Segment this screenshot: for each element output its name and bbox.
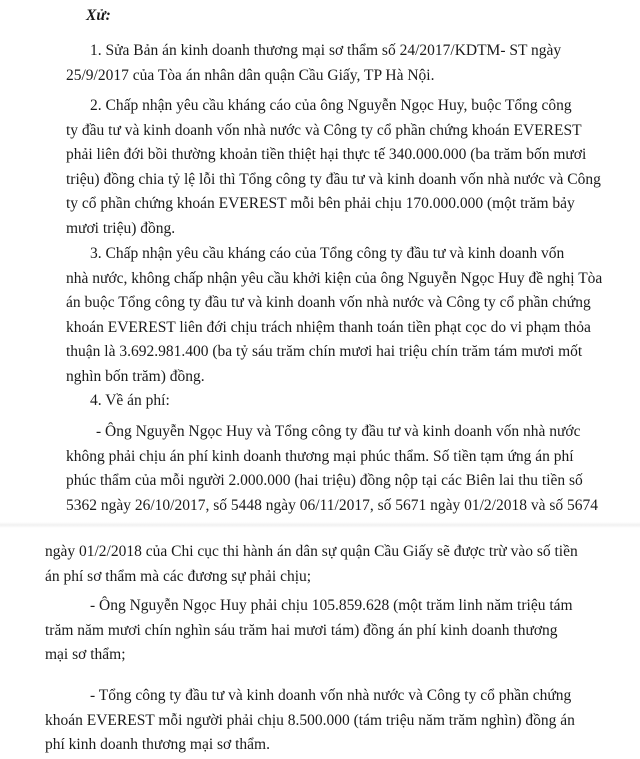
item-2-line: 2. Chấp nhận yêu cầu kháng cáo của ông Nguyễn Ngọc Huy, buộc Tổng công — [90, 97, 572, 114]
item-2-line: triệu) đồng chia tỷ lệ lỗi thì Tổng công ty đầu tư và kinh doanh vốn nhà nước và Công — [66, 170, 601, 188]
item-2 — [66, 94, 601, 241]
item-3-line: 3. Chấp nhận yêu cầu kháng cáo của Tổng công ty đầu tư và kinh doanh vốn — [90, 245, 565, 262]
item-4-line: phí kinh doanh thương mại sơ thẩm. — [45, 736, 270, 753]
item-4-part-4 — [45, 684, 575, 758]
item-2-line: phải liên đới bồi thường khoản tiền thiệt hại thực tế 340.000.000 (ba trăm bốn mươi — [66, 146, 587, 163]
item-4-line: trăm năm mươi chín nghìn sáu trăm hai mươi tám) đồng án phí kinh doanh thương — [45, 621, 558, 639]
item-4-part-1 — [66, 420, 599, 518]
item-3 — [66, 242, 603, 389]
item-4-line: mại sơ thẩm; — [45, 646, 126, 663]
scan-page-break — [0, 522, 640, 528]
item-4-title: 4. Về án phí: — [90, 392, 170, 409]
item-2-line: mươi triệu) đồng. — [66, 219, 176, 237]
item-4-line: - Ông Nguyễn Ngọc Huy phải chịu 105.859.628 (một trăm linh năm triệu tám — [90, 597, 573, 614]
item-2-line: ty cổ phần chứng khoán EVEREST mỗi bên phải chịu 170.000.000 (một trăm bảy — [66, 195, 575, 212]
item-4-line: - Ông Nguyễn Ngọc Huy và Tổng công ty đầu tư và kinh doanh vốn nhà nước — [96, 423, 581, 440]
item-3-line: thuận là 3.692.981.400 (ba tỷ sáu trăm chín mươi hai triệu chín trăm tám mươi mốt — [66, 343, 583, 360]
item-4-part-3 — [45, 594, 573, 668]
item-2-line: ty đầu tư và kinh doanh vốn nhà nước và Công ty cổ phần chứng khoán EVEREST — [66, 121, 582, 139]
item-3-line: nhà nước, không chấp nhận yêu cầu khởi kiện của ông Nguyễn Ngọc Huy đề nghị Tòa — [66, 269, 603, 287]
item-4-line: ngày 01/2/2018 của Chi cục thi hành án dân sự quận Cầu Giấy sẽ được trừ vào số tiền — [45, 543, 578, 560]
item-4-line: khoán EVEREST mỗi người phải chịu 8.500.000 (tám triệu năm trăm nghìn) đồng án — [45, 711, 575, 729]
item-3-line: án buộc Tổng công ty đầu tư và kinh doanh vốn nhà nước và Công ty cổ phần chứng — [66, 294, 591, 311]
item-1-line: 1. Sửa Bản án kinh doanh thương mại sơ thẩm số 24/2017/KDTM- ST ngày — [90, 42, 562, 59]
item-4-part-2 — [45, 540, 578, 589]
item-3-line: khoán EVEREST liên đới chịu trách nhiệm thanh toán tiền phạt cọc do vi phạm thỏa — [66, 318, 591, 336]
item-4-line: không phải chịu án phí kinh doanh thương mại phúc thẩm. Số tiền tạm ứng án phí — [66, 447, 574, 465]
item-1 — [66, 39, 562, 88]
item-3-line: nghìn bốn trăm) đồng. — [66, 367, 205, 385]
item-4-line: 5362 ngày 26/10/2017, số 5448 ngày 06/11/2017, số 5671 ngày 01/2/2018 và số 5674 — [66, 496, 599, 514]
item-4-line: - Tổng công ty đầu tư và kinh doanh vốn nhà nước và Công ty cổ phần chứng — [90, 687, 572, 704]
item-1-line: 25/9/2017 của Tòa án nhân dân quận Cầu Giấy, TP Hà Nội. — [66, 66, 435, 84]
item-4-line: án phí sơ thẩm mà các đương sự phải chịu; — [45, 567, 312, 585]
item-4-line: phúc thẩm của mỗi người 2.000.000 (hai triệu) đồng nộp tại các Biên lai thu tiền số — [66, 472, 583, 489]
section-heading: Xử: — [86, 7, 111, 24]
